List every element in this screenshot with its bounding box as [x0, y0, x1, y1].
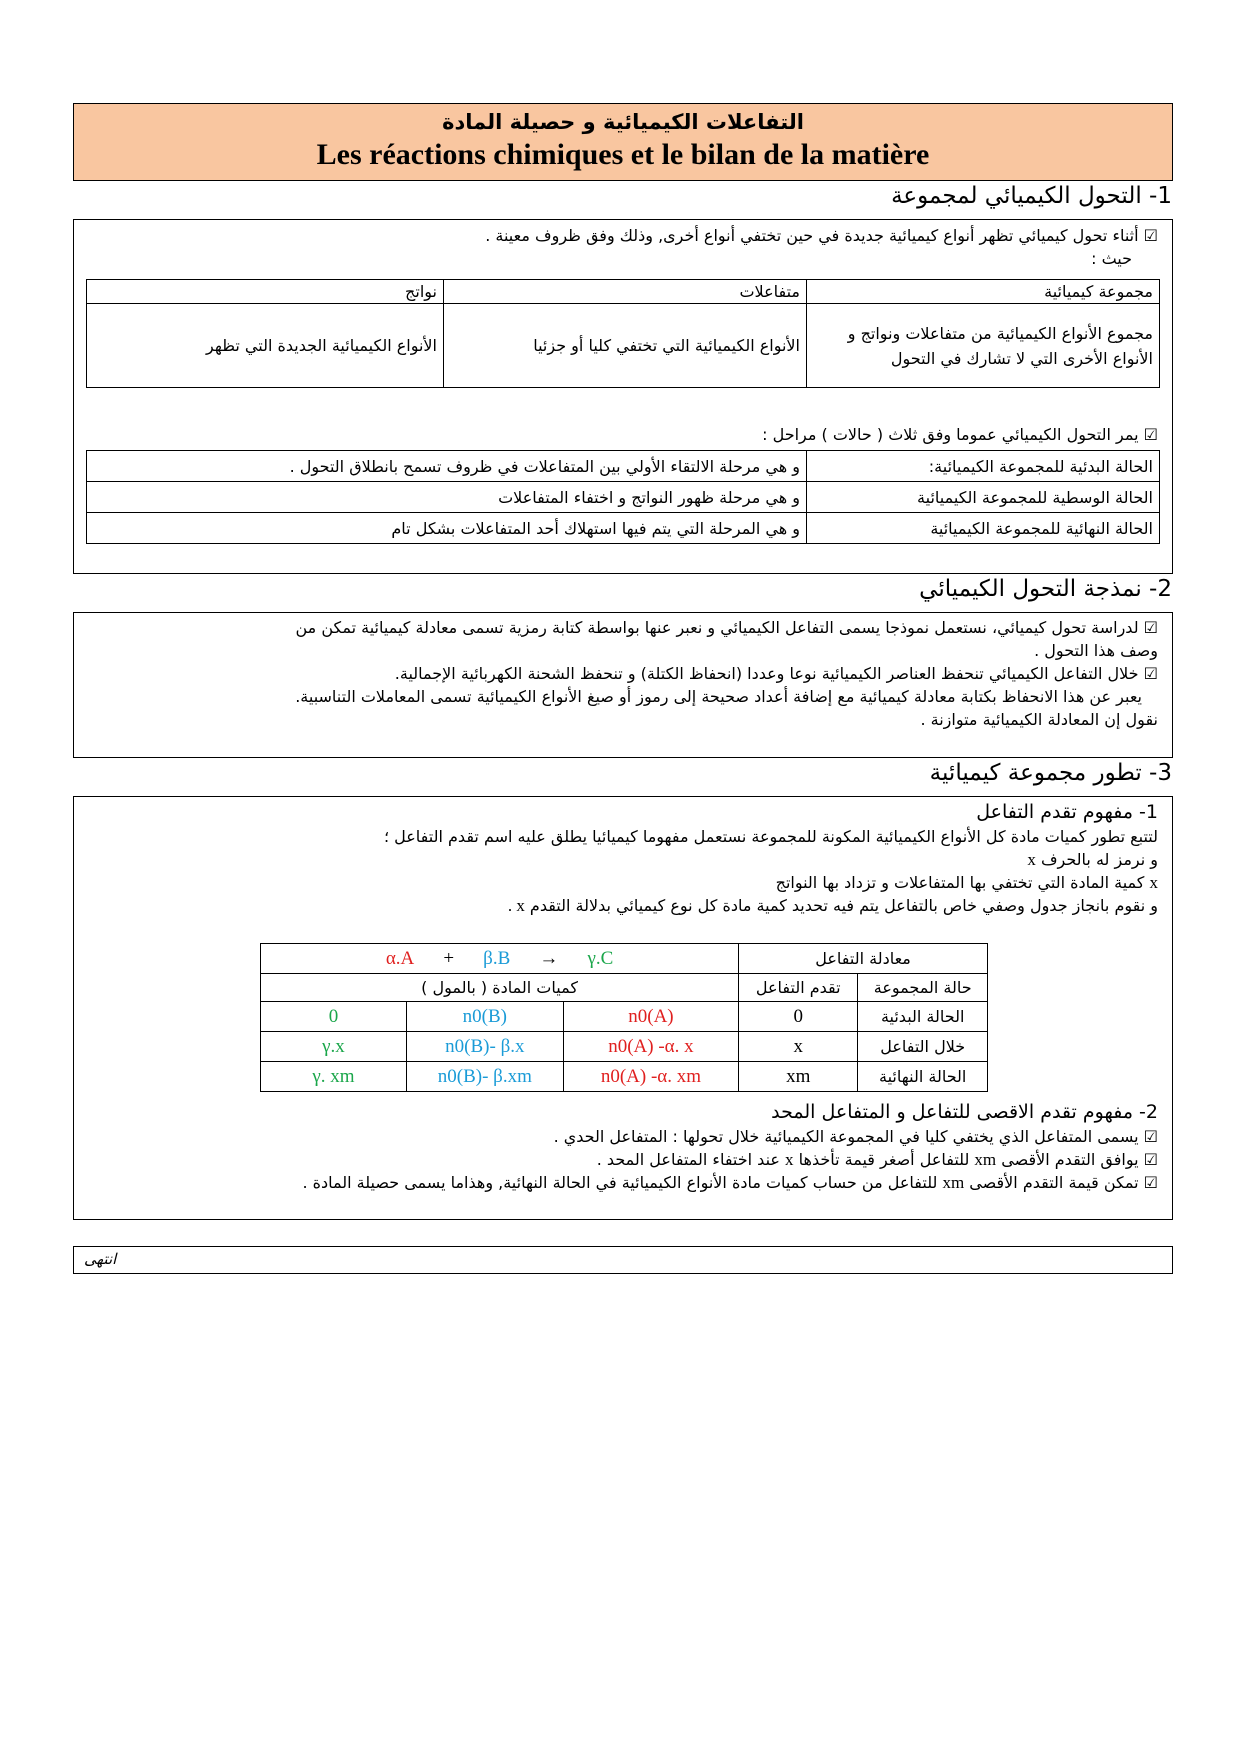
quantities-header: كميات المادة ( بالمول )	[261, 974, 739, 1002]
subsection2-title: 2- مفهوم تقدم الاقصى للتفاعل و المتفاعل المحد	[771, 1101, 1158, 1123]
section2-p1: ☑ لدراسة تحول كيميائي، نستعمل نموذجا يسمى التفاعل الكيميائي و نعبر عنها بواسطة كتابة رمزية تسمى معادلة كيميائية تمكن من	[295, 618, 1158, 637]
stages-table	[86, 450, 1160, 544]
title-french: Les réactions chimiques et le bilan de la matière	[316, 138, 930, 171]
section2-heading: 2- نمذجة التحول الكيميائي	[919, 576, 1172, 602]
advancement-header: تقدم التفاعل	[739, 974, 858, 1002]
header-products: نواتج	[87, 280, 444, 304]
def-products: الأنواع الكيميائية الجديدة التي تظهر	[87, 304, 444, 388]
section2-box	[73, 612, 1173, 758]
section3-l3: x كمية المادة التي تختفي بها المتفاعلات و تزداد بها النواتج	[775, 873, 1158, 892]
section1-heading: 1- التحول الكيميائي لمجموعة	[891, 183, 1172, 209]
stage-name: الحالة الوسطية للمجموعة الكيميائية	[807, 482, 1160, 513]
section3-b3: ☑ تمكن قيمة التقدم الأقصى xm للتفاعل من حساب كميات مادة الأنواع الكيميائية في الحالة النهائية, وهذاما يسمى حصيلة المادة .	[302, 1173, 1158, 1192]
stage-name: الحالة البدئية للمجموعة الكيميائية:	[807, 451, 1160, 482]
section2-p1b: وصف هذا التحول .	[1034, 641, 1158, 660]
footer-text: انتهى	[84, 1250, 117, 1268]
stage-desc: و هي المرحلة التي يتم فيها استهلاك أحد المتفاعلات بشكل تام	[87, 513, 807, 544]
equation-row: α.A + β.B → γ.C	[261, 944, 739, 974]
advancement-table	[260, 943, 988, 1092]
section3-b1: ☑ يسمى المتفاعل الذي يختفي كليا في المجموعة الكيميائية خلال تحولها : المتفاعل الحدي .	[553, 1127, 1158, 1146]
section1-intro: ☑ أثناء تحول كيميائي تظهر أنواع كيميائية جديدة في حين تختفي أنواع أخرى, وذلك وفق ظروف معينة .	[485, 226, 1158, 245]
subsection1-title: 1- مفهوم تقدم التفاعل	[976, 801, 1158, 823]
header-system: مجموعة كيميائية	[807, 280, 1160, 304]
header-reactants: متفاعلات	[444, 280, 807, 304]
equation-label: معادلة التفاعل	[739, 944, 988, 974]
section2-p4: نقول إن المعادلة الكيميائية متوازنة .	[920, 710, 1158, 729]
section1-where: حيث :	[1091, 249, 1132, 268]
footer-box	[73, 1246, 1173, 1274]
section3-heading: 3- تطور مجموعة كيميائية	[929, 760, 1172, 786]
title-box	[73, 103, 1173, 181]
stages-intro: ☑ يمر التحول الكيميائي عموما وفق ثلاث ( حالات ) مراحل :	[762, 425, 1158, 444]
table-row: 0 n0(B) n0(A) 0 الحالة البدئية	[261, 1002, 988, 1032]
stage-name: الحالة النهائية للمجموعة الكيميائية	[807, 513, 1160, 544]
checkbox-icon: ☑	[1143, 618, 1158, 637]
section1-box	[73, 219, 1173, 574]
section3-l1: لتتبع تطور كميات مادة كل الأنواع الكيميائية المكونة للمجموعة نستعمل مفهوما كيميائيا يطلق عليه اسم تقدم التفاعل ؛	[383, 827, 1158, 846]
section3-l4: و نقوم بانجاز جدول وصفي خاص بالتفاعل يتم فيه تحديد كمية مادة كل نوع كيميائي بدلالة التقدم x .	[507, 896, 1158, 915]
section2-p2: ☑ خلال التفاعل الكيميائي تنحفظ العناصر الكيميائية نوعا وعددا (انحفاظ الكتلة) و تنحفظ الشحنة الكهربائية الإجمالية.	[394, 664, 1158, 683]
table-row: γ.x n0(B)- β.x n0(A) -α. x x خلال التفاعل	[261, 1032, 988, 1062]
checkbox-icon: ☑	[1143, 1150, 1158, 1169]
checkbox-icon: ☑	[1143, 1127, 1158, 1146]
checkbox-icon: ☑	[1143, 425, 1158, 444]
table-row: γ. xm n0(B)- β.xm n0(A) -α. xm xm الحالة النهائية	[261, 1062, 988, 1092]
definitions-table	[86, 279, 1160, 388]
checkbox-icon: ☑	[1143, 664, 1158, 683]
def-reactants: الأنواع الكيميائية التي تختفي كليا أو جزئيا	[444, 304, 807, 388]
stage-desc: و هي مرحلة ظهور النواتج و اختفاء المتفاعلات	[87, 482, 807, 513]
state-header: حالة المجموعة	[858, 974, 988, 1002]
section3-box	[73, 796, 1173, 1220]
def-system: مجموع الأنواع الكيميائية من متفاعلات ونواتج و الأنواع الأخرى التي لا تشارك في التحول	[807, 304, 1160, 388]
checkbox-icon: ☑	[1143, 226, 1158, 245]
title-arabic: التفاعلات الكيميائية و حصيلة المادة	[442, 110, 804, 134]
checkbox-icon: ☑	[1143, 1173, 1158, 1192]
section2-p3: يعبر عن هذا الانحفاظ بكتابة معادلة كيميائية مع إضافة أعداد صحيحة إلى رموز أو صيغ الأنواع الكيميائية تسمى المعاملات التناسبية.	[295, 687, 1142, 706]
section3-b2: ☑ يوافق التقدم الأقصى xm للتفاعل أصغر قيمة تأخذها x عند اختفاء المتفاعل المحد .	[596, 1150, 1158, 1169]
stage-desc: و هي مرحلة الالتقاء الأولي بين المتفاعلات في ظروف تسمح بانطلاق التحول .	[87, 451, 807, 482]
section3-l2: و نرمز له بالحرف x	[1027, 850, 1158, 869]
